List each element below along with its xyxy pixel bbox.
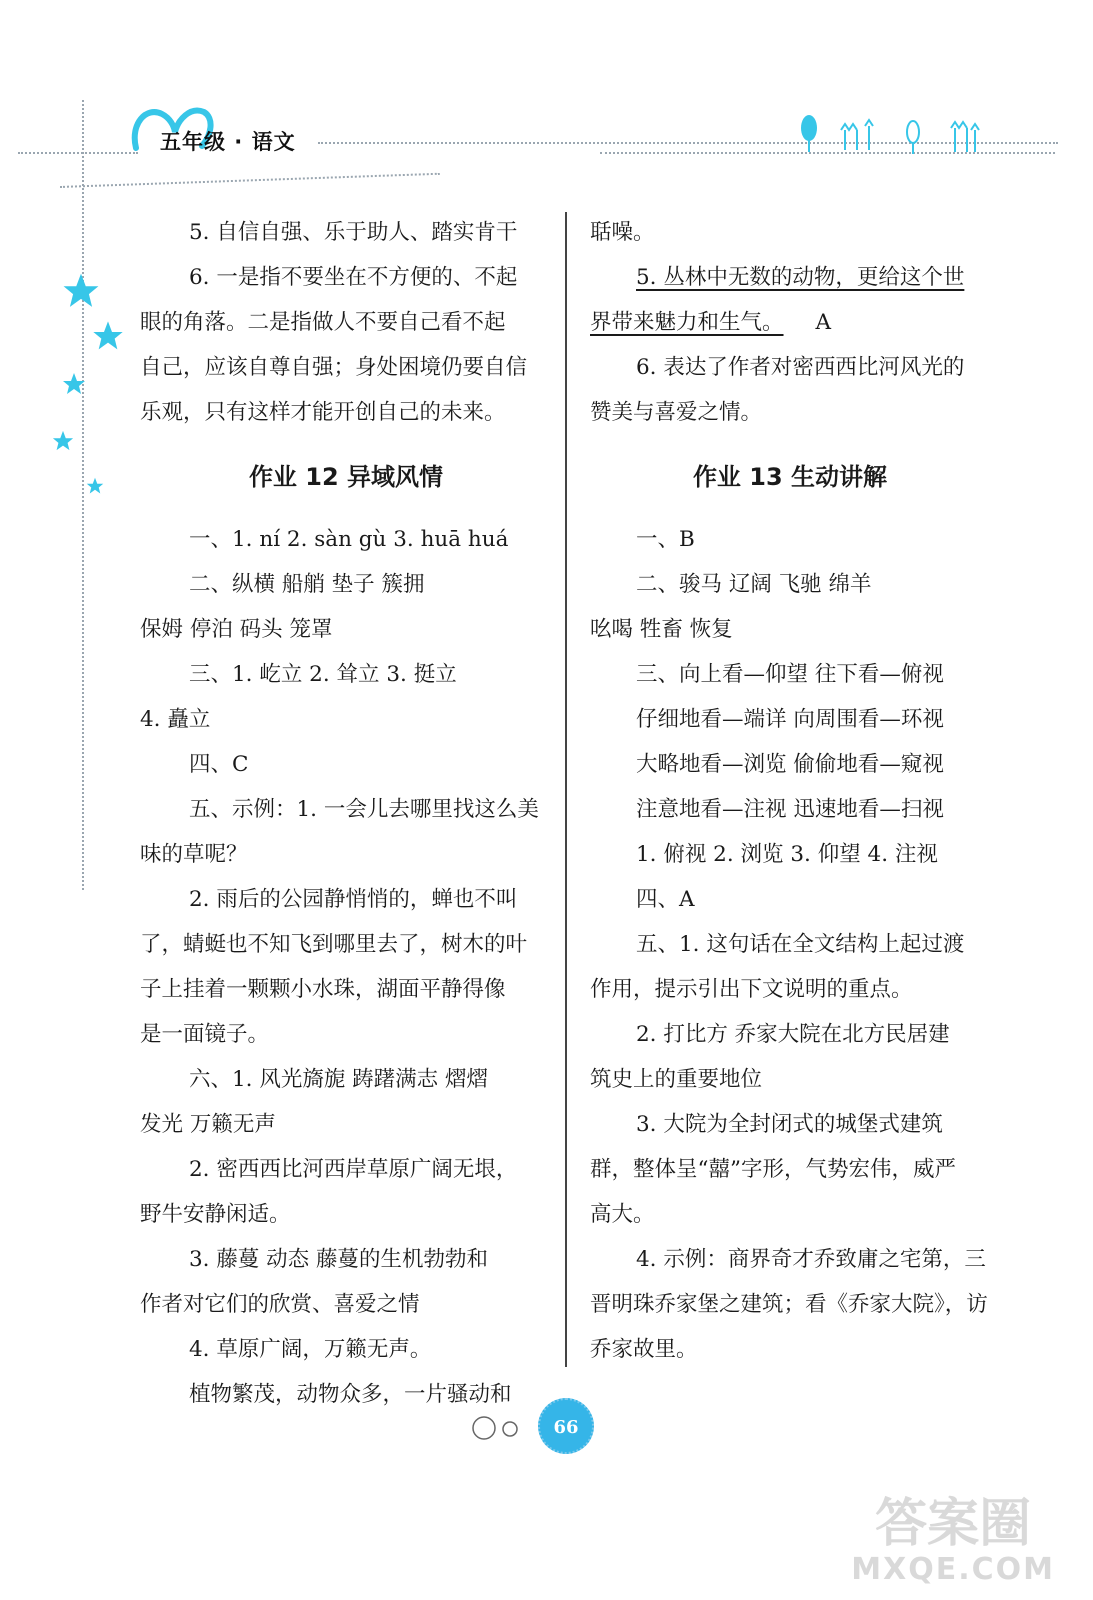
answer-line: 乐观，只有这样才能开创自己的未来。: [140, 400, 506, 425]
answer-line: 发光 万籁无声: [140, 1112, 276, 1137]
answer-line: 自己，应该自尊自强；身处困境仍要自信: [140, 355, 528, 380]
answer-line: 晋明珠乔家堡之建筑；看《乔家大院》，访: [590, 1292, 988, 1317]
star-icon: [52, 430, 74, 452]
answer-line: 四、C: [189, 752, 249, 777]
answer-line: 味的草呢？: [140, 842, 248, 867]
answer-line: [590, 255, 990, 300]
answer-line: 植物繁茂，动物众多，一片骚动和: [189, 1382, 512, 1407]
answer-line: 二、骏马 辽阔 飞驰 绵羊: [636, 572, 872, 597]
answer-line: 二、纵横 船艄 垫子 簇拥: [189, 572, 425, 597]
answer-line: 吆喝 牲畜 恢复: [590, 617, 733, 642]
watermark-url: MXQE.COM: [851, 1552, 1055, 1587]
answer-choice: A: [815, 310, 832, 335]
answer-line: 眼的角落。二是指做人不要自己看不起: [140, 310, 506, 335]
answer-line: 2. 密西西比河西岸草原广阔无垠，: [189, 1157, 518, 1182]
answer-line: 1. 俯视 2. 浏览 3. 仰望 4. 注视: [636, 842, 938, 867]
answer-line: 野牛安静闲适。: [140, 1202, 291, 1227]
answer-line: [590, 300, 990, 345]
answer-line: 了，蜻蜓也不知飞到哪里去了，树木的叶: [140, 932, 528, 957]
answer-line: 保姆 停泊 码头 笼罩: [140, 617, 333, 642]
answer-line: 子上挂着一颗颗小水珠，湖面平静得像: [140, 977, 506, 1002]
answer-line: 乔家故里。: [590, 1337, 698, 1362]
answer-line: 聒噪。: [590, 220, 655, 245]
answer-line: 作者对它们的欣赏、喜爱之情: [140, 1292, 420, 1317]
answer-line: 4. 矗立: [140, 707, 211, 732]
section-title-12: 作业 12 异域风情: [248, 463, 444, 491]
answer-line: 4. 示例：商界奇才乔致庸之宅第，三: [636, 1247, 986, 1272]
answer-line: 一、1. ní 2. sàn gù 3. huā huá: [189, 527, 509, 552]
column-divider: [565, 212, 567, 1367]
page-number: 66: [538, 1398, 594, 1454]
section-title-13: 作业 13 生动讲解: [692, 463, 888, 491]
grade-subject-label: 五年级 · 语文: [160, 130, 296, 154]
answer-line: 赞美与喜爱之情。: [590, 400, 763, 425]
answer-line: 群，整体呈“囍”字形，气势宏伟，威严: [590, 1157, 956, 1182]
answer-line: 3. 大院为全封闭式的城堡式建筑: [636, 1112, 943, 1137]
flower-decoration-icon: [795, 110, 995, 156]
underlined-sentence: 5. 丛林中无数的动物，更给这个世: [636, 265, 965, 290]
circle-decoration-icon: [470, 1412, 530, 1444]
answer-line: 5. 自信自强、乐于助人、踏实肯干: [189, 220, 518, 245]
star-icon: [86, 477, 104, 495]
answer-line: 五、示例：1. 一会儿去哪里找这么美: [189, 797, 539, 822]
watermark-logo-text: 答案圈: [875, 1494, 1032, 1554]
header-dotted-line-left: [18, 152, 138, 154]
answer-line: 6. 一是指不要坐在不方便的、不起: [189, 265, 518, 290]
answer-line: 六、1. 风光旖旎 踌躇满志 熠熠: [189, 1067, 489, 1092]
answer-line: 6. 表达了作者对密西西比河风光的: [636, 355, 965, 380]
margin-dotted-line: [82, 100, 84, 890]
answer-line: 2. 雨后的公园静悄悄的，蝉也不叫: [189, 887, 518, 912]
answer-line: 作用，提示引出下文说明的重点。: [590, 977, 913, 1002]
answer-line: 三、向上看—仰望 往下看—俯视: [636, 662, 944, 687]
answer-line: 仔细地看—端详 向周围看—环视: [636, 707, 944, 732]
star-icon: [62, 372, 86, 396]
answer-line: 3. 藤蔓 动态 藤蔓的生机勃勃和: [189, 1247, 489, 1272]
answer-line: 四、A: [636, 887, 695, 912]
answer-line: 筑史上的重要地位: [590, 1067, 763, 1092]
star-icon: [92, 320, 124, 352]
right-column: [590, 210, 990, 1372]
answer-line: 是一面镜子。: [140, 1022, 270, 1047]
underlined-sentence: 界带来魅力和生气。: [590, 310, 784, 335]
answer-line: 五、1. 这句话在全文结构上起过渡: [636, 932, 965, 957]
header-dotted-line-lower: [60, 173, 440, 188]
answer-line: 高大。: [590, 1202, 655, 1227]
answer-line: 4. 草原广阔，万籁无声。: [189, 1337, 432, 1362]
answer-line: 三、1. 屹立 2. 耸立 3. 挺立: [189, 662, 457, 687]
answer-line: 大略地看—浏览 偷偷地看—窥视: [636, 752, 944, 777]
watermark: [851, 1495, 1055, 1587]
answer-line: 2. 打比方 乔家大院在北方民居建: [636, 1022, 950, 1047]
answer-line: 一、B: [636, 527, 695, 552]
star-icon: [62, 272, 100, 310]
left-column: [140, 210, 552, 1417]
answer-line: 注意地看—注视 迅速地看—扫视: [636, 797, 944, 822]
